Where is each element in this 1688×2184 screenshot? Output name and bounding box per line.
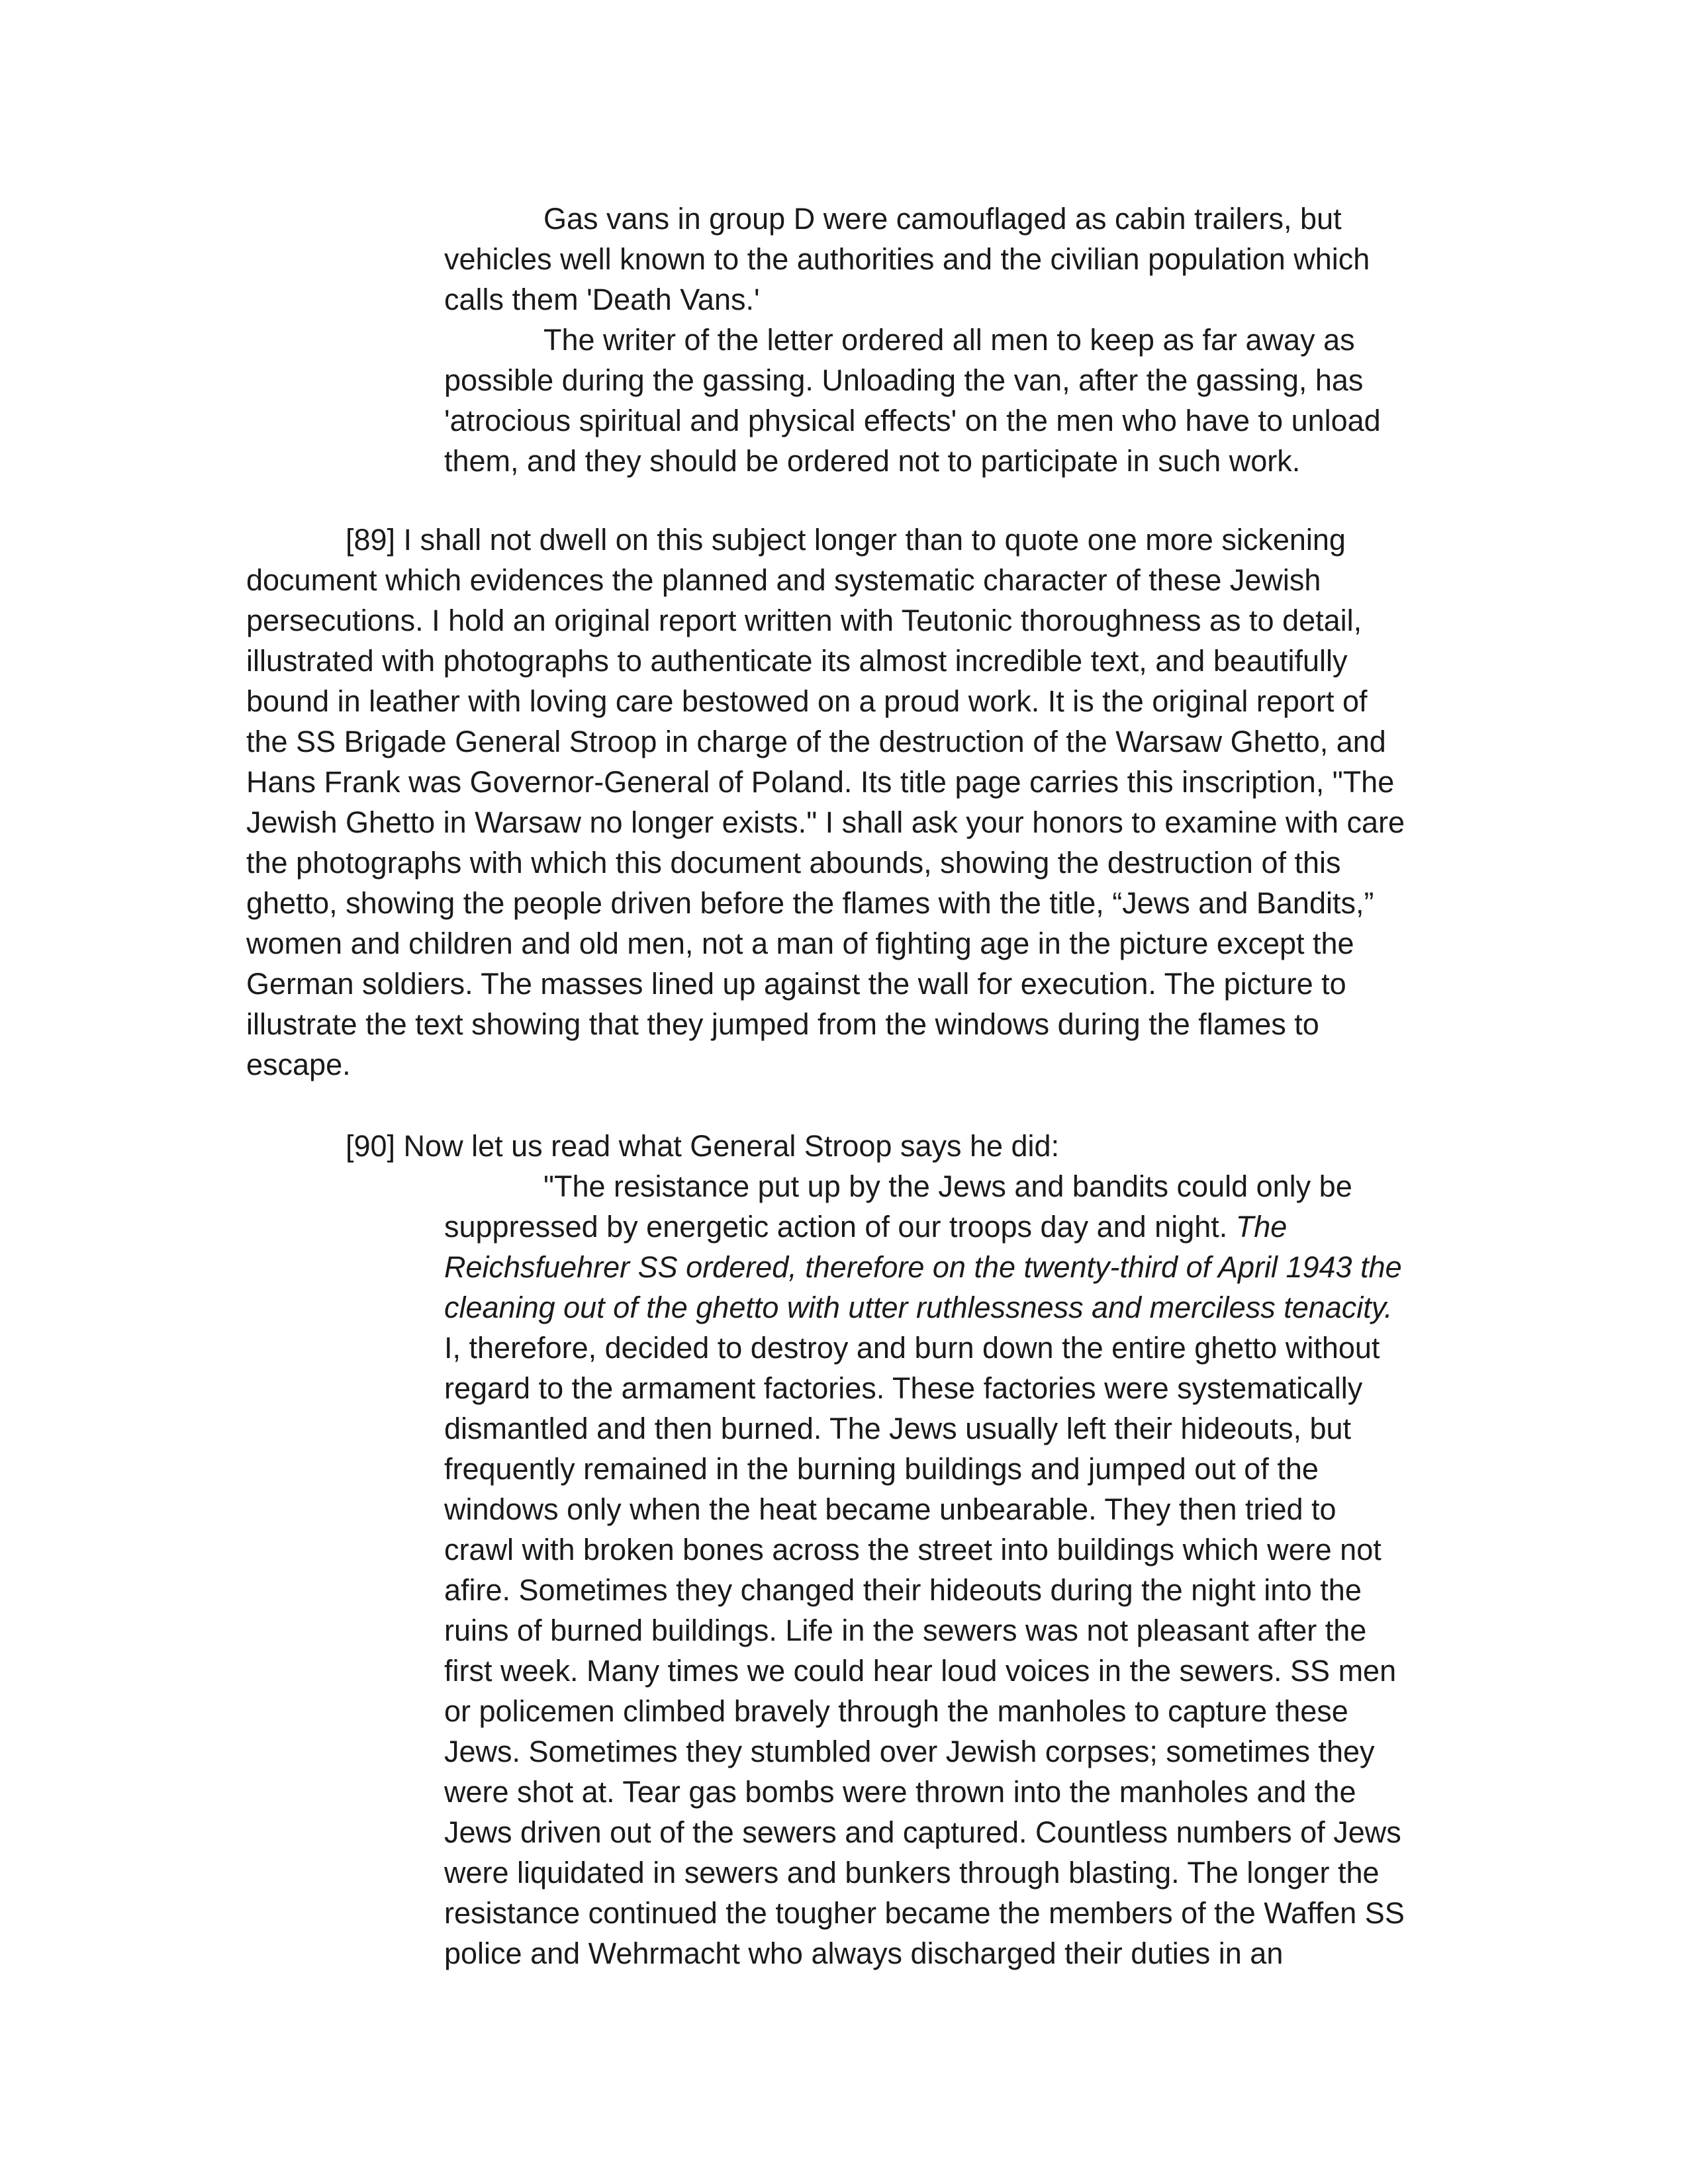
quote-line: Gas vans in group D were camouflaged as cabin trailers, but — [543, 202, 1342, 236]
quote-line: were liquidated in sewers and bunkers through blasting. The longer the — [444, 1856, 1380, 1889]
quote-italic-text: cleaning out of the ghetto with utter ruthlessness and merciless tenacity. — [444, 1291, 1393, 1324]
quote-line: 'atrocious spiritual and physical effects' on the men who have to unload — [444, 404, 1381, 437]
quote-line: vehicles well known to the authorities and the civilian population which — [444, 242, 1370, 276]
quote-line — [444, 1247, 1405, 1287]
quote-italic-text: Reichsfuehrer SS ordered, therefore on the twenty-third of April 1943 the — [444, 1250, 1402, 1284]
quote-line: resistance continued the tougher became the members of the Waffen SS — [444, 1896, 1405, 1930]
quote-line: calls them 'Death Vans.' — [444, 283, 760, 316]
quote-line: afire. Sometimes they changed their hideouts during the night into the — [444, 1573, 1362, 1607]
paragraph-89 — [246, 520, 1405, 1085]
quote-line: first week. Many times we could hear loud voices in the sewers. SS men — [444, 1654, 1397, 1688]
quote-line: were shot at. Tear gas bombs were thrown into the manholes and the — [444, 1775, 1356, 1809]
quote-line: them, and they should be ordered not to participate in such work. — [444, 444, 1301, 478]
quote-line: frequently remained in the burning buildings and jumped out of the — [444, 1452, 1319, 1486]
paragraph-line: [89] I shall not dwell on this subject longer than to quote one more sickening — [346, 523, 1346, 557]
paragraph-line: Hans Frank was Governor-General of Poland. Its title page carries this inscription, "The — [246, 765, 1395, 799]
quote-line: "The resistance put up by the Jews and bandits could only be — [543, 1169, 1352, 1203]
paragraph-line: ghetto, showing the people driven before the flames with the title, “Jews and Bandits,” — [246, 886, 1374, 920]
block-quote-gas-vans — [444, 199, 1381, 481]
quote-line-mixed — [444, 1206, 1405, 1247]
paragraph-line: illustrate the text showing that they jumped from the windows during the flames to — [246, 1007, 1319, 1041]
quote-line — [444, 1287, 1405, 1328]
quote-line: Jews. Sometimes they stumbled over Jewish corpses; sometimes they — [444, 1735, 1375, 1768]
quote-line: windows only when the heat became unbearable. They then tried to — [444, 1492, 1336, 1526]
quote-line: crawl with broken bones across the street into buildings which were not — [444, 1533, 1382, 1567]
paragraph-line: document which evidences the planned and systematic character of these Jewish — [246, 563, 1321, 597]
block-quote-stroop-report — [444, 1166, 1405, 1974]
quote-line: The writer of the letter ordered all men to keep as far away as — [543, 323, 1355, 357]
quote-line: regard to the armament factories. These factories were systematically — [444, 1371, 1363, 1405]
quote-line: possible during the gassing. Unloading the van, after the gassing, has — [444, 363, 1364, 397]
paragraph-line: the SS Brigade General Stroop in charge of the destruction of the Warsaw Ghetto, and — [246, 725, 1386, 758]
paragraph-line: German soldiers. The masses lined up against the wall for execution. The picture to — [246, 967, 1346, 1001]
quote-italic-text: The — [1235, 1210, 1288, 1244]
paragraph-line: persecutions. I hold an original report written with Teutonic thoroughness as to detail, — [246, 604, 1362, 637]
quote-line: or policemen climbed bravely through the manholes to capture these — [444, 1694, 1348, 1728]
paragraph-line: Jewish Ghetto in Warsaw no longer exists." I shall ask your honors to examine with care — [246, 805, 1405, 839]
quote-line: police and Wehrmacht who always discharged their duties in an — [444, 1936, 1284, 1970]
paragraph-line: women and children and old men, not a man of fighting age in the picture except the — [246, 927, 1354, 960]
paragraph-intro: [90] Now let us read what General Stroop says he did: — [346, 1129, 1060, 1163]
paragraph-line: the photographs with which this document abounds, showing the destruction of this — [246, 846, 1341, 880]
quote-text: suppressed by energetic action of our troops day and night. — [444, 1210, 1236, 1244]
paragraph-90 — [246, 1126, 1059, 1166]
quote-line: I, therefore, decided to destroy and burn down the entire ghetto without — [444, 1331, 1380, 1365]
paragraph-line: bound in leather with loving care bestowed on a proud work. It is the original report of — [246, 684, 1368, 718]
paragraph-line: escape. — [246, 1048, 351, 1081]
quote-line: Jews driven out of the sewers and captured. Countless numbers of Jews — [444, 1815, 1401, 1849]
quote-line: dismantled and then burned. The Jews usually left their hideouts, but — [444, 1412, 1352, 1445]
paragraph-line: illustrated with photographs to authenticate its almost incredible text, and beautifully — [246, 644, 1348, 678]
quote-line: ruins of burned buildings. Life in the sewers was not pleasant after the — [444, 1614, 1367, 1647]
